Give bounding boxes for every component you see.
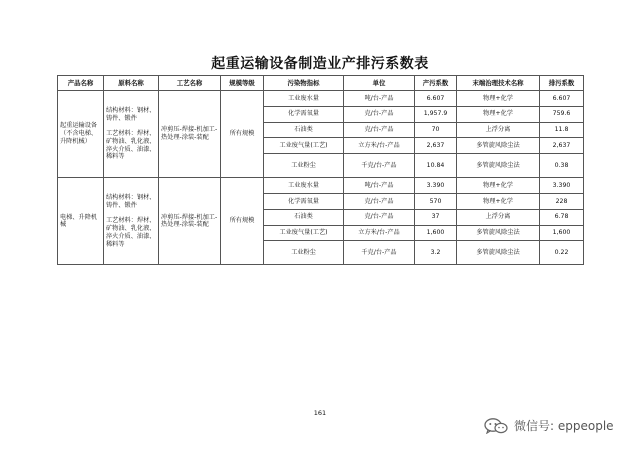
emission-coefficient-table (57, 75, 584, 265)
header-emission-coef: 排污系数 (540, 76, 584, 91)
material-name: 结构材料：钢材、铸件、锻件 工艺材料：焊材、矿物油、乳化液、淬火介质、油漆、稀料等 (104, 91, 159, 178)
product-name: 起重运输设备（不含电梯、升降机械） (58, 91, 104, 178)
generation-coef: 6.607 (415, 91, 457, 107)
header-unit: 单位 (344, 76, 415, 91)
emission-coef: 11.8 (540, 122, 584, 138)
generation-coef: 1,957.9 (415, 106, 457, 122)
treatment-tech: 上浮分离 (457, 209, 540, 225)
treatment-tech: 物理+化学 (457, 178, 540, 194)
treatment-tech: 多管旋风除尘法 (457, 138, 540, 154)
indicator: 工业粉尘 (264, 154, 344, 178)
unit: 千克/台-产品 (344, 154, 415, 178)
process-name: 冲剪压-焊接-机加工-热处理-涂装-装配 (159, 178, 221, 265)
treatment-tech: 物理+化学 (457, 193, 540, 209)
unit: 立方米/台-产品 (344, 225, 415, 241)
indicator: 工业废水量 (264, 178, 344, 194)
indicator: 工业废水量 (264, 91, 344, 107)
indicator: 石油类 (264, 209, 344, 225)
generation-coef: 70 (415, 122, 457, 138)
treatment-tech: 多管旋风除尘法 (457, 154, 540, 178)
emission-coef: 0.22 (540, 241, 584, 265)
header-treatment-tech: 末端治理技术名称 (457, 76, 540, 91)
treatment-tech: 多管旋风除尘法 (457, 241, 540, 265)
indicator: 工业废气量(工艺) (264, 225, 344, 241)
emission-coef: 3.390 (540, 178, 584, 194)
indicator: 石油类 (264, 122, 344, 138)
page-title: 起重运输设备制造业产排污系数表 (211, 56, 429, 72)
table-header-row (58, 76, 584, 91)
generation-coef: 37 (415, 209, 457, 225)
emission-coef: 6.78 (540, 209, 584, 225)
indicator: 化学需氧量 (264, 106, 344, 122)
unit: 立方米/台-产品 (344, 138, 415, 154)
generation-coef: 570 (415, 193, 457, 209)
generation-coef: 3.2 (415, 241, 457, 265)
table-row (58, 178, 584, 194)
header-process: 工艺名称 (159, 76, 221, 91)
unit: 克/台-产品 (344, 106, 415, 122)
emission-coef: 0.38 (540, 154, 584, 178)
unit: 千克/台-产品 (344, 241, 415, 265)
header-scale: 规模等级 (221, 76, 264, 91)
emission-coef: 2,637 (540, 138, 584, 154)
indicator: 化学需氧量 (264, 193, 344, 209)
treatment-tech: 多管旋风除尘法 (457, 225, 540, 241)
indicator: 工业废气量(工艺) (264, 138, 344, 154)
generation-coef: 1,600 (415, 225, 457, 241)
treatment-tech: 上浮分离 (457, 122, 540, 138)
generation-coef: 2,637 (415, 138, 457, 154)
material-name: 结构材料：钢材、铸件、锻件 工艺材料：焊材、矿物油、乳化液、淬火介质、油漆、稀料等 (104, 178, 159, 265)
generation-coef: 3.390 (415, 178, 457, 194)
unit: 吨/台-产品 (344, 178, 415, 194)
table-row (58, 91, 584, 107)
header-indicator: 污染物指标 (264, 76, 344, 91)
treatment-tech: 物理+化学 (457, 91, 540, 107)
watermark (484, 417, 614, 434)
wechat-icon (484, 418, 508, 434)
unit: 克/台-产品 (344, 209, 415, 225)
header-material: 原料名称 (104, 76, 159, 91)
emission-coef: 759.6 (540, 106, 584, 122)
header-product: 产品名称 (58, 76, 104, 91)
emission-coef: 6.607 (540, 91, 584, 107)
emission-coef: 1,600 (540, 225, 584, 241)
indicator: 工业粉尘 (264, 241, 344, 265)
generation-coef: 10.84 (415, 154, 457, 178)
product-name: 电梯、升降机械 (58, 178, 104, 265)
header-generation-coef: 产污系数 (415, 76, 457, 91)
process-name: 冲剪压-焊接-机加工-热处理-涂装-装配 (159, 91, 221, 178)
page-number: 161 (313, 409, 327, 417)
treatment-tech: 物理+化学 (457, 106, 540, 122)
scale-level: 所有规模 (221, 91, 264, 178)
scale-level: 所有规模 (221, 178, 264, 265)
unit: 克/台-产品 (344, 122, 415, 138)
unit: 吨/台-产品 (344, 91, 415, 107)
unit: 克/台-产品 (344, 193, 415, 209)
watermark-text: 微信号: eppeople (514, 419, 614, 433)
emission-coef: 228 (540, 193, 584, 209)
